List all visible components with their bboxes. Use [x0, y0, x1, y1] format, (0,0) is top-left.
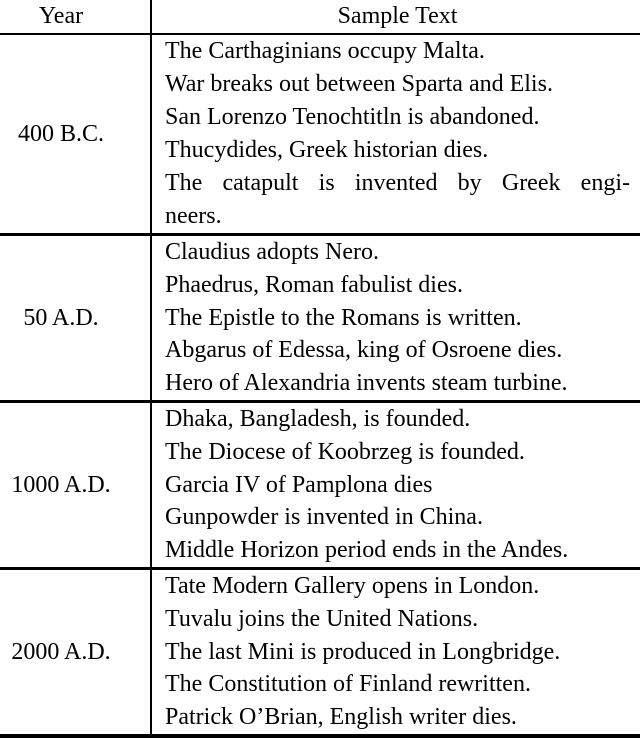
sample-text-line: The Carthaginians occupy Malta.	[165, 38, 485, 65]
table-row	[0, 567, 640, 734]
sample-text-line: Phaedrus, Roman fabulist dies.	[165, 271, 463, 298]
sample-text-line: The Diocese of Koobrzeg is founded.	[165, 438, 525, 465]
sample-text-line: Patrick O’Brian, English writer dies.	[165, 704, 517, 731]
year-cell: 1000 A.D.	[11, 471, 111, 498]
sample-text-line: Tuvalu joins the United Nations.	[165, 605, 479, 632]
year-cell: 50 A.D.	[23, 304, 99, 331]
sample-text-line: The last Mini is produced in Longbridge.	[165, 638, 561, 665]
sample-text-cell	[152, 403, 640, 567]
table-row	[0, 400, 640, 567]
sample-text-line: Abgarus of Edessa, king of Osroene dies.	[165, 337, 563, 364]
sample-text-line: War breaks out between Sparta and Elis.	[165, 71, 553, 98]
sample-text-line: Garcia IV of Pamplona dies	[165, 471, 433, 498]
table-body	[0, 35, 640, 734]
table-header-row	[0, 0, 640, 35]
sample-text-line: Middle Horizon period ends in the Andes.	[165, 537, 569, 564]
sample-text-line: Claudius adopts Nero.	[165, 238, 379, 265]
sample-text-line: The Constitution of Finland rewritten.	[165, 671, 531, 698]
sample-text-line: San Lorenzo Tenochtitln is abandoned.	[165, 104, 540, 131]
table-row	[0, 233, 640, 400]
header-sample-text: Sample Text	[337, 3, 458, 29]
sample-text-line: Hero of Alexandria invents steam turbine.	[165, 370, 568, 397]
sample-text-line: Dhaka, Bangladesh, is founded.	[165, 405, 471, 432]
sample-text-line: Gunpowder is invented in China.	[165, 504, 483, 531]
sample-text-line: Tate Modern Gallery opens in London.	[165, 572, 540, 599]
year-cell: 400 B.C.	[17, 120, 104, 147]
year-cell: 2000 A.D.	[11, 638, 111, 665]
header-year: Year	[38, 3, 84, 29]
sample-text-line: Thucydides, Greek historian dies.	[165, 137, 489, 163]
table-row	[0, 35, 640, 233]
sample-text-line: The Epistle to the Romans is written.	[165, 304, 522, 331]
sample-text-cell	[152, 35, 640, 233]
sample-text-line: neers.	[165, 202, 222, 229]
sample-text-line: The catapult is invented by Greek engi-	[165, 169, 630, 196]
sample-text-cell	[152, 236, 640, 400]
sample-text-cell	[152, 570, 640, 734]
